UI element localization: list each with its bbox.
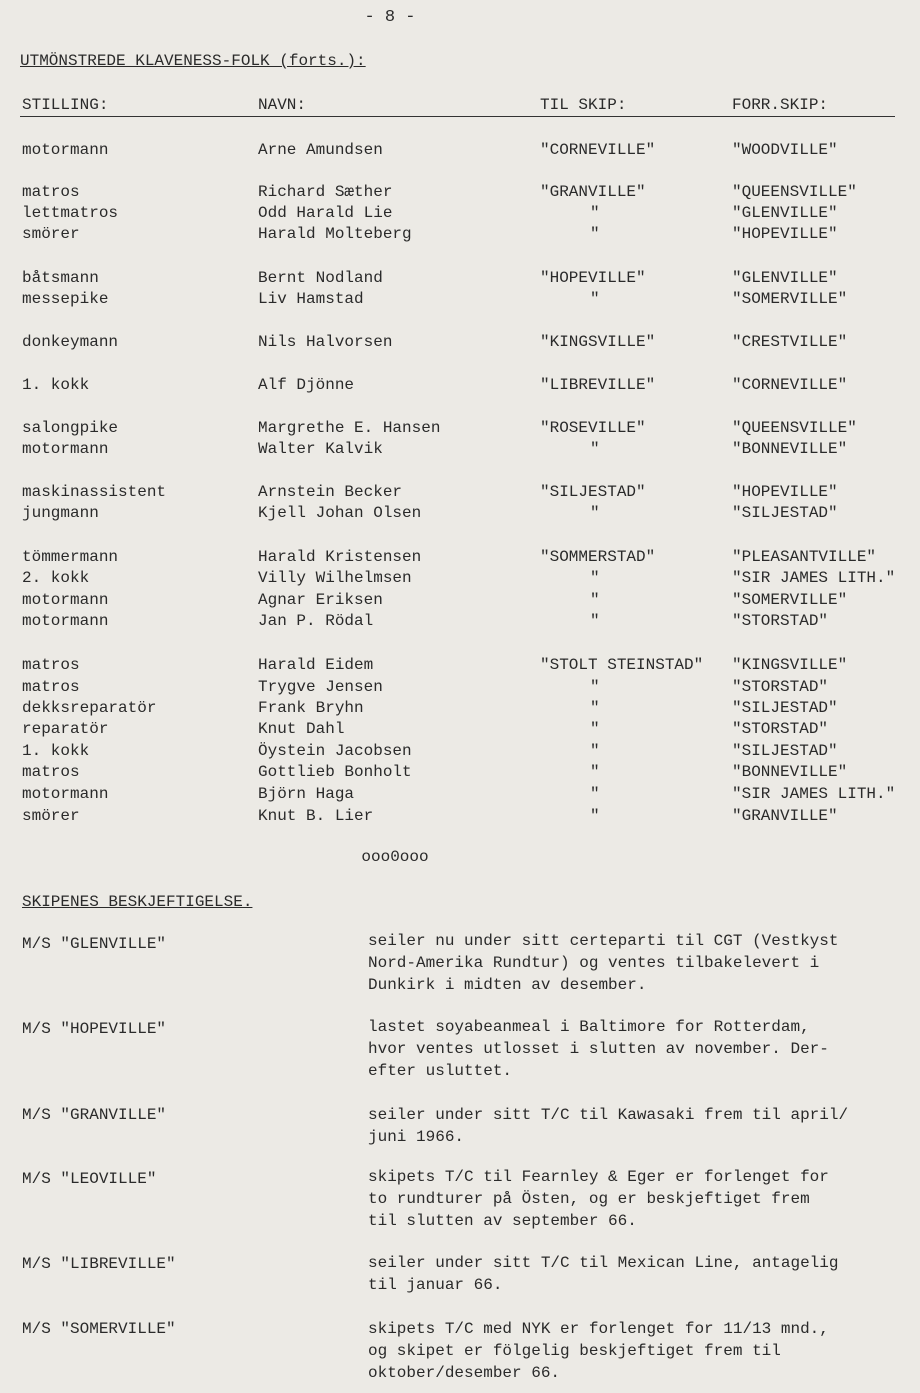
crew-stilling: båtsmann (22, 269, 99, 287)
crew-to-ship: " (590, 742, 600, 760)
crew-previous-ship: "BONNEVILLE" (732, 763, 848, 781)
crew-previous-ship: "GRANVILLE" (732, 807, 838, 825)
ship-name: M/S "LEOVILLE" (22, 1170, 157, 1188)
crew-name: Walter Kalvik (258, 440, 383, 458)
crew-stilling: jungmann (22, 504, 99, 522)
crew-name: Knut Dahl (258, 720, 345, 738)
crew-to-ship: " (590, 569, 600, 587)
crew-previous-ship: "SOMERVILLE" (732, 591, 848, 609)
crew-name: Frank Bryhn (258, 699, 364, 717)
crew-stilling: matros (22, 678, 80, 696)
crew-to-ship: "CORNEVILLE" (540, 141, 656, 159)
crew-previous-ship: "SIR JAMES LITH." (732, 785, 896, 803)
crew-stilling: messepike (22, 290, 109, 308)
crew-to-ship: " (590, 504, 600, 522)
crew-name: Arne Amundsen (258, 141, 383, 159)
employment-line: to rundturer på Östen, og er beskjeftiget frem (368, 1190, 810, 1208)
crew-name: Bernt Nodland (258, 269, 383, 287)
page-number: - 8 - (364, 8, 416, 27)
crew-previous-ship: "GLENVILLE" (732, 269, 838, 287)
crew-name: Kjell Johan Olsen (258, 504, 422, 522)
ship-employment-text (368, 1252, 903, 1296)
employment-line: til januar 66. (368, 1276, 503, 1294)
crew-stilling: motormann (22, 440, 109, 458)
crew-previous-ship: "SILJESTAD" (732, 504, 838, 522)
crew-stilling: motormann (22, 591, 109, 609)
employment-section-title: SKIPENES BESKJEFTIGELSE. (22, 893, 253, 911)
crew-stilling: matros (22, 763, 80, 781)
crew-stilling: 1. kokk (22, 742, 90, 760)
ship-name: M/S "GLENVILLE" (22, 935, 167, 953)
employment-line: lastet soyabeanmeal i Baltimore for Rotterdam, (368, 1018, 810, 1036)
crew-stilling: tömmermann (22, 548, 119, 566)
crew-to-ship: " (590, 290, 600, 308)
crew-name: Liv Hamstad (258, 290, 364, 308)
ship-name: M/S "LIBREVILLE" (22, 1255, 176, 1273)
crew-name: Björn Haga (258, 785, 355, 803)
employment-line: seiler under sitt T/C til Mexican Line, antagelig (368, 1254, 839, 1272)
crew-previous-ship: "QUEENSVILLE" (732, 419, 857, 437)
crew-to-ship: "ROSEVILLE" (540, 419, 646, 437)
crew-to-ship: " (590, 699, 600, 717)
crew-stilling: dekksreparatör (22, 699, 157, 717)
crew-stilling: smörer (22, 807, 80, 825)
crew-to-ship: " (590, 720, 600, 738)
crew-stilling: matros (22, 656, 80, 674)
crew-previous-ship: "SILJESTAD" (732, 699, 838, 717)
crew-name: Gottlieb Bonholt (258, 763, 412, 781)
crew-previous-ship: "CRESTVILLE" (732, 333, 848, 351)
crew-to-ship: "SOMMERSTAD" (540, 548, 656, 566)
crew-previous-ship: "SIR JAMES LITH." (732, 569, 896, 587)
crew-stilling: donkeymann (22, 333, 119, 351)
crew-name: Odd Harald Lie (258, 204, 393, 222)
employment-line: og skipet er fölgelig beskjeftiget frem til (368, 1342, 781, 1360)
crew-name: Arnstein Becker (258, 483, 403, 501)
crew-to-ship: " (590, 440, 600, 458)
crew-to-ship: " (590, 225, 600, 243)
crew-name: Margrethe E. Hansen (258, 419, 441, 437)
employment-line: seiler under sitt T/C til Kawasaki frem til april/ (368, 1106, 849, 1124)
crew-previous-ship: "WOODVILLE" (732, 141, 838, 159)
employment-line: hvor ventes utlosset i slutten av november. Der- (368, 1040, 829, 1058)
crew-previous-ship: "HOPEVILLE" (732, 483, 838, 501)
crew-name: Agnar Eriksen (258, 591, 383, 609)
ship-employment-text (368, 930, 903, 996)
crew-previous-ship: "SOMERVILLE" (732, 290, 848, 308)
crew-to-ship: " (590, 591, 600, 609)
crew-previous-ship: "BONNEVILLE" (732, 440, 848, 458)
employment-line: juni 1966. (368, 1128, 465, 1146)
crew-name: Nils Halvorsen (258, 333, 393, 351)
crew-previous-ship: "KINGSVILLE" (732, 656, 848, 674)
ship-employment-text (368, 1318, 903, 1384)
crew-to-ship: " (590, 763, 600, 781)
crew-previous-ship: "QUEENSVILLE" (732, 183, 857, 201)
crew-stilling: 1. kokk (22, 376, 90, 394)
crew-to-ship: "KINGSVILLE" (540, 333, 656, 351)
crew-stilling: motormann (22, 141, 109, 159)
crew-to-ship: "GRANVILLE" (540, 183, 646, 201)
crew-to-ship: "STOLT STEINSTAD" (540, 656, 704, 674)
crew-name: Alf Djönne (258, 376, 355, 394)
crew-stilling: motormann (22, 785, 109, 803)
column-header-forr-skip: FORR.SKIP: (732, 96, 829, 114)
crew-to-ship: " (590, 785, 600, 803)
crew-name: Villy Wilhelmsen (258, 569, 412, 587)
ship-name: M/S "SOMERVILLE" (22, 1320, 176, 1338)
ship-employment-text (368, 1166, 903, 1232)
crew-name: Trygve Jensen (258, 678, 383, 696)
crew-stilling: 2. kokk (22, 569, 90, 587)
page-title: UTMÖNSTREDE KLAVENESS-FOLK (forts.): (20, 52, 366, 70)
crew-name: Richard Sæther (258, 183, 393, 201)
employment-line: oktober/desember 66. (368, 1364, 561, 1382)
crew-name: Knut B. Lier (258, 807, 374, 825)
ship-name: M/S "HOPEVILLE" (22, 1020, 167, 1038)
crew-previous-ship: "PLEASANTVILLE" (732, 548, 877, 566)
crew-name: Harald Kristensen (258, 548, 422, 566)
crew-previous-ship: "STORSTAD" (732, 720, 829, 738)
crew-stilling: motormann (22, 612, 109, 630)
column-header-stilling: STILLING: (22, 96, 109, 114)
employment-line: Nord-Amerika Rundtur) og ventes tilbakelevert i (368, 954, 820, 972)
crew-previous-ship: "HOPEVILLE" (732, 225, 838, 243)
crew-stilling: maskinassistent (22, 483, 167, 501)
crew-to-ship: " (590, 678, 600, 696)
crew-name: Harald Eidem (258, 656, 374, 674)
crew-to-ship: "SILJESTAD" (540, 483, 646, 501)
crew-name: Jan P. Rödal (258, 612, 374, 630)
employment-line: seiler nu under sitt certeparti til CGT (Vestkyst (368, 932, 839, 950)
crew-to-ship: " (590, 612, 600, 630)
crew-to-ship: " (590, 807, 600, 825)
column-header-til-skip: TIL SKIP: (540, 96, 627, 114)
section-separator: ooo0ooo (361, 848, 429, 866)
header-rule (20, 116, 895, 117)
crew-previous-ship: "STORSTAD" (732, 612, 829, 630)
crew-to-ship: "LIBREVILLE" (540, 376, 656, 394)
crew-stilling: lettmatros (22, 204, 119, 222)
employment-line: Dunkirk i midten av desember. (368, 976, 647, 994)
crew-to-ship: " (590, 204, 600, 222)
ship-employment-text (368, 1016, 903, 1082)
employment-line: efter usluttet. (368, 1062, 513, 1080)
crew-stilling: smörer (22, 225, 80, 243)
crew-previous-ship: "GLENVILLE" (732, 204, 838, 222)
employment-line: til slutten av september 66. (368, 1212, 637, 1230)
crew-to-ship: "HOPEVILLE" (540, 269, 646, 287)
employment-line: skipets T/C med NYK er forlenget for 11/13 mnd., (368, 1320, 829, 1338)
crew-previous-ship: "STORSTAD" (732, 678, 829, 696)
column-header-navn: NAVN: (258, 96, 307, 114)
crew-stilling: matros (22, 183, 80, 201)
crew-previous-ship: "SILJESTAD" (732, 742, 838, 760)
crew-name: Öystein Jacobsen (258, 742, 412, 760)
crew-name: Harald Molteberg (258, 225, 412, 243)
crew-previous-ship: "CORNEVILLE" (732, 376, 848, 394)
crew-stilling: reparatör (22, 720, 109, 738)
ship-name: M/S "GRANVILLE" (22, 1106, 167, 1124)
crew-stilling: salongpike (22, 419, 119, 437)
ship-employment-text (368, 1104, 903, 1148)
employment-line: skipets T/C til Fearnley & Eger er forlenget for (368, 1168, 829, 1186)
